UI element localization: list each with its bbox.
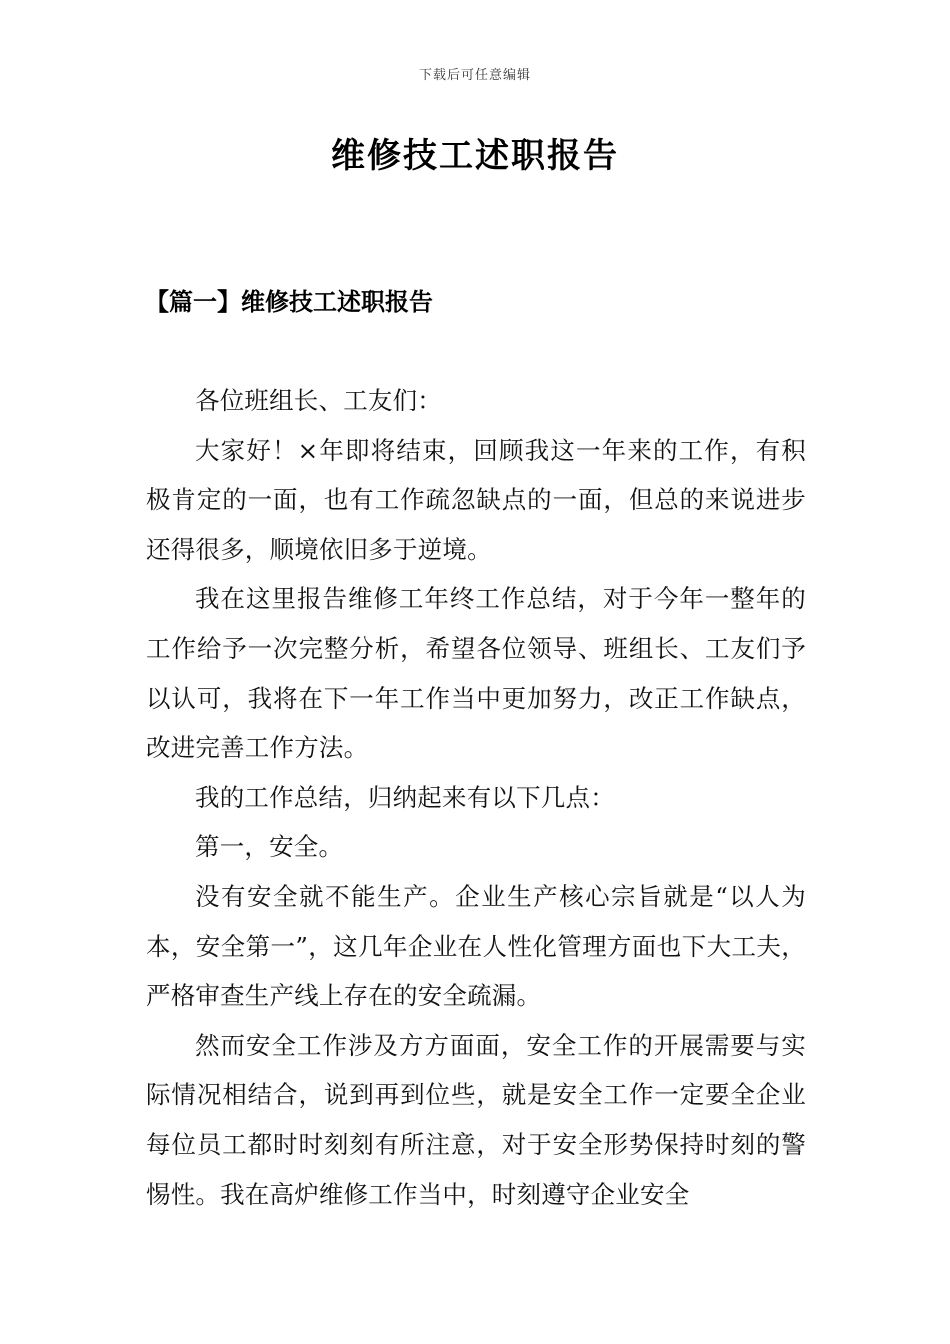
paragraph-safety-practice: 然而安全工作涉及方方面面，安全工作的开展需要与实际情况相结合，说到再到位些，就是安全工作一定要全企业每位员工都时时刻刻有所注意，对于安全形势保持时刻的警惕性。我在高炉维修工作当中，时刻遵守企业安全 <box>146 1030 806 1209</box>
section-heading: 【篇一】维修技工述职报告 <box>145 287 433 316</box>
paragraph-safety-principle: 没有安全就不能生产。企业生产核心宗旨就是“以人为本，安全第一”，这几年企业在人性化管理方面也下大工夫，严格审查生产线上存在的安全疏漏。 <box>146 881 806 1011</box>
header-note: 下载后可任意编辑 <box>418 68 531 83</box>
paragraph-intro: 大家好！×年即将结束，回顾我这一年来的工作，有积极肯定的一面，也有工作疏忽缺点的一面，但总的来说进步还得很多，顺境依旧多于逆境。 <box>146 435 806 564</box>
paragraph-summary-lead: 我的工作总结，归纳起来有以下几点： <box>195 782 615 812</box>
paragraph-report-purpose: 我在这里报告维修工年终工作总结，对于今年一整年的工作给予一次完整分析，希望各位领导、班组长、工友们予以认可，我将在下一年工作当中更加努力，改正工作缺点，改进完善工作方法。 <box>146 584 806 763</box>
paragraph-point-one: 第一，安全。 <box>195 832 344 862</box>
paragraph-greeting: 各位班组长、工友们： <box>195 386 442 415</box>
document-body <box>146 376 806 1219</box>
document-title: 维修技工述职报告 <box>331 136 619 176</box>
